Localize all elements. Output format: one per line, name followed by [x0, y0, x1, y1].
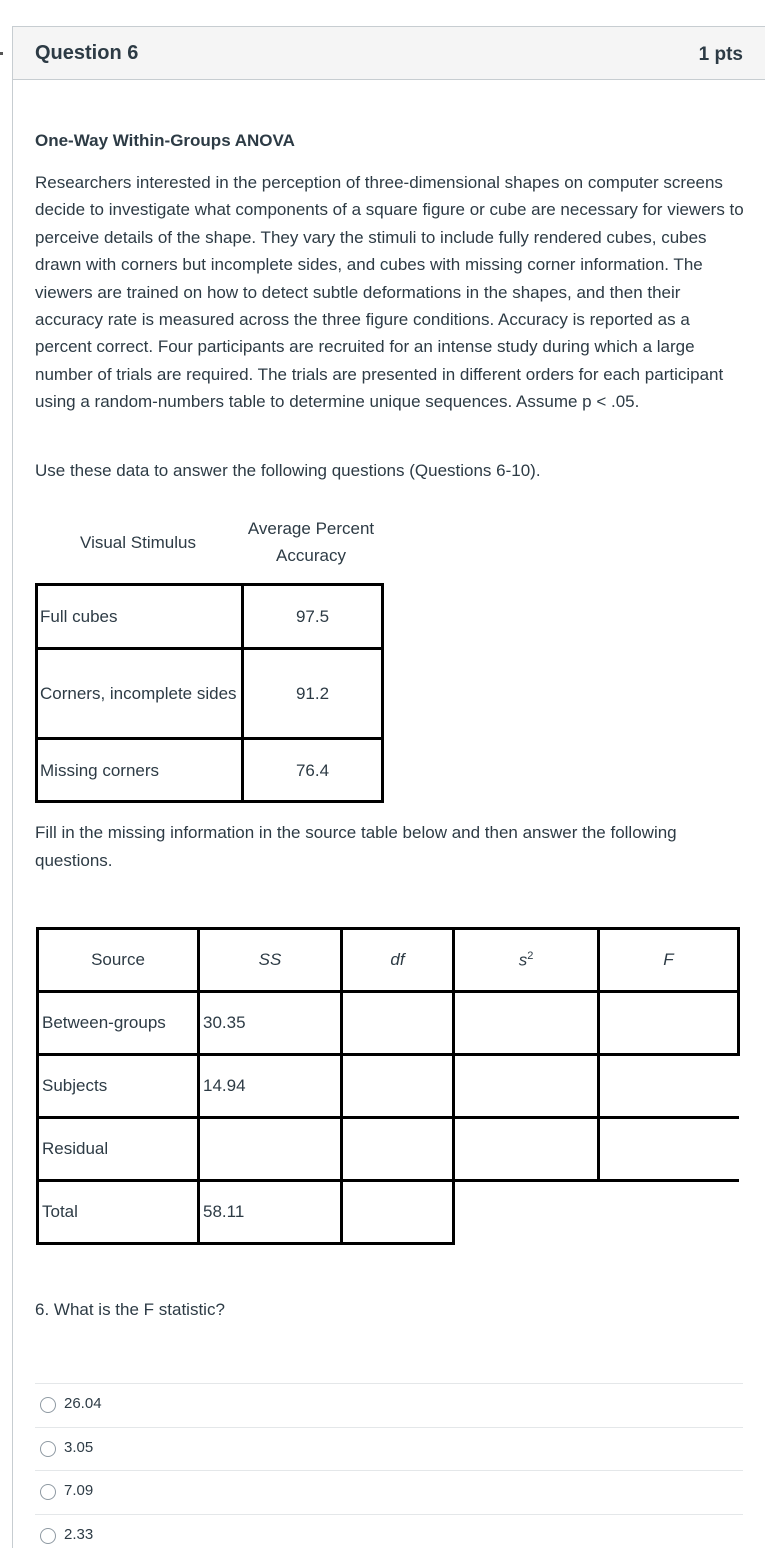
section-heading: One-Way Within-Groups ANOVA [35, 127, 745, 154]
ss-cell: 30.35 [199, 992, 342, 1055]
f-cell-empty [599, 1118, 739, 1181]
stimulus-cell: Missing corners [37, 739, 243, 802]
f-cell-empty [599, 1055, 739, 1118]
answer-option[interactable] [35, 1427, 743, 1471]
table-row [37, 649, 383, 739]
accuracy-value-cell: 97.5 [243, 585, 383, 649]
table-row [38, 929, 739, 992]
df-cell [342, 1181, 454, 1244]
header-source: Source [38, 929, 199, 992]
table-row [38, 1118, 739, 1181]
header-f: F [599, 929, 739, 992]
header-s2-base: s [519, 950, 528, 969]
question-header [13, 27, 765, 80]
answer-option[interactable] [35, 1383, 743, 1427]
answer-label[interactable]: 26.04 [64, 1395, 102, 1412]
table-row [38, 992, 739, 1055]
ss-cell: 14.94 [199, 1055, 342, 1118]
answer-label[interactable]: 2.33 [64, 1526, 93, 1543]
accuracy-col2-header [241, 515, 381, 569]
df-cell [342, 1055, 454, 1118]
source-cell: Residual [38, 1118, 199, 1181]
header-s2-sup: 2 [527, 950, 533, 962]
answer-label[interactable]: 3.05 [64, 1439, 93, 1456]
intro-paragraph: Researchers interested in the perception of three-dimensional shapes on computer screens decide to investigate what components of a square figure or cube are necessary for viewers to perceive details of the shape. They vary the stimuli to include fully rendered cubes, cubes drawn with corners but incomplete sides, and cubes with missing corner information. The viewers are trained on how to detect subtle deformations in the shapes, and then their accuracy rate is measured across the three figure conditions. Accuracy is reported as a percent correct. Four participants are recruited for an intense study during which a large number of trials are required. The trials are presented in different orders for each participant using a random-numbers table to determine unique sequences. Assume p < .05. [35, 169, 745, 416]
radio-button[interactable] [40, 1397, 56, 1413]
stimulus-cell: Full cubes [37, 585, 243, 649]
source-cell: Between-groups [38, 992, 199, 1055]
accuracy-value-cell: 91.2 [243, 649, 383, 739]
table-row [37, 739, 383, 802]
table-row [38, 1181, 739, 1244]
fill-in-instructions: Fill in the missing information in the source table below and then answer the following questions. [35, 819, 745, 875]
f-cell [599, 992, 739, 1055]
header-s2 [454, 929, 599, 992]
blank-cell [599, 1181, 739, 1244]
s2-cell [454, 1118, 599, 1181]
question-title: Question 6 [35, 42, 138, 65]
question-card [12, 26, 765, 1548]
accuracy-col1-header: Visual Stimulus [35, 529, 241, 556]
accuracy-col2-header-line2: Accuracy [241, 542, 381, 569]
source-cell: Total [38, 1181, 199, 1244]
s2-cell [454, 1055, 599, 1118]
s2-cell [454, 992, 599, 1055]
stimulus-cell: Corners, incomplete sides [37, 649, 243, 739]
header-df: df [342, 929, 454, 992]
table-row [37, 585, 383, 649]
table-row [38, 1055, 739, 1118]
header-ss: SS [199, 929, 342, 992]
answer-label[interactable]: 7.09 [64, 1482, 93, 1499]
source-cell: Subjects [38, 1055, 199, 1118]
df-cell [342, 992, 454, 1055]
left-edge-marker [0, 52, 3, 55]
radio-button[interactable] [40, 1441, 56, 1457]
answer-option[interactable] [35, 1470, 743, 1514]
question-text: 6. What is the F statistic? [35, 1300, 225, 1320]
df-cell [342, 1118, 454, 1181]
accuracy-table [35, 583, 384, 803]
ss-cell [199, 1118, 342, 1181]
accuracy-value-cell: 76.4 [243, 739, 383, 802]
answer-option[interactable] [35, 1514, 743, 1557]
radio-button[interactable] [40, 1528, 56, 1544]
question-points: 1 pts [699, 44, 743, 66]
ss-cell: 58.11 [199, 1181, 342, 1244]
use-data-text: Use these data to answer the following questions (Questions 6-10). [35, 457, 745, 484]
accuracy-col2-header-line1: Average Percent [241, 515, 381, 542]
answer-list [35, 1383, 743, 1557]
blank-cell [454, 1181, 599, 1244]
source-table [36, 927, 740, 1245]
radio-button[interactable] [40, 1484, 56, 1500]
